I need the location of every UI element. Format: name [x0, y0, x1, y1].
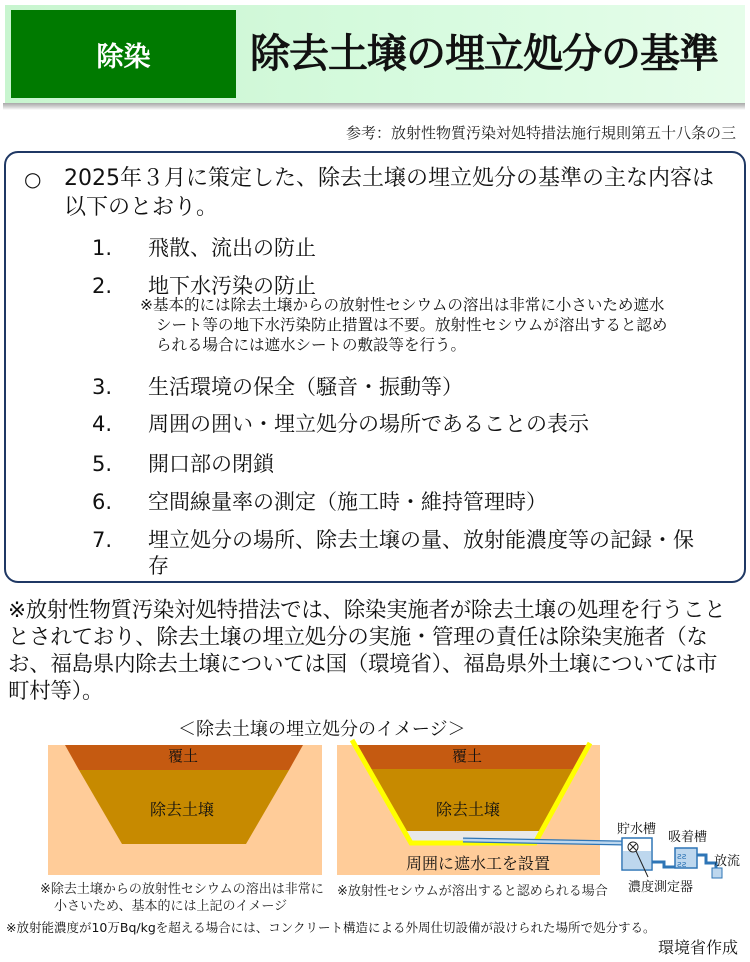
item-label: 生活環境の保全（騒音・振動等）: [148, 375, 463, 399]
list-item: [92, 408, 589, 438]
item-label: 埋立処分の場所、除去土壌の量、放射能濃度等の記録・保: [148, 528, 694, 552]
concentration-meter-label: 濃度測定器: [628, 880, 694, 895]
item-7-continuation: 存: [148, 554, 169, 578]
reference-note: 参考：放射性物質汚染対処特措法施行規則第五十八条の三: [345, 124, 736, 142]
item-number: 1.: [92, 236, 113, 260]
credit: 環境省作成: [657, 938, 738, 957]
concentration-note: ※放射能濃度が10万Bq/kgを超える場合には、コンクリート構造による外周仕切設備が設けられた場所で処分する。: [6, 920, 656, 935]
responsibility-note: ※放射性物質汚染対処特措法では、除染実施者が除去土壌の処理を行うこととされており、除去土壌の埋立処分の実施・管理の責任は除染実施者（なお、福島県内除去土壌については国（環境省）、福島県外土壌については市町村等）。: [8, 598, 726, 704]
item-label: 空間線量率の測定（施工時・維持管理時）: [148, 490, 547, 514]
adsorption-tank-label: 吸着槽: [668, 830, 708, 845]
discharge-label: 放流: [714, 854, 741, 869]
item-number: 7.: [92, 528, 113, 552]
left-caption: [40, 881, 324, 915]
item-number: 2.: [92, 274, 113, 298]
item-2-note: [140, 295, 730, 355]
barrier-label: 周囲に遮水工を設置: [406, 854, 551, 873]
diagram-title: ＜除去土壌の埋立処分のイメージ＞: [178, 719, 466, 740]
caption-line: 小さいため、基本的には上記のイメージ: [54, 899, 288, 914]
item-label: 開口部の閉鎖: [148, 452, 274, 476]
item-label: 飛散、流出の防止: [148, 236, 316, 260]
caption-line: ※除去土壌からの放射性セシウムの溶出は非常に: [40, 882, 324, 897]
list-item: [92, 371, 463, 401]
svg-text:ƨƨ: ƨƨ: [677, 852, 687, 862]
note-line: られる場合には遮水シートの敷設等を行う。: [156, 336, 467, 354]
item-label: 地下水汚染の防止: [148, 274, 316, 298]
right-caption: ※放射性セシウムが溶出すると認められる場合: [337, 884, 608, 899]
left-cover-soil-label: 覆土: [168, 747, 199, 765]
circle-bullet-icon: ○: [24, 167, 42, 191]
svg-text:ƨƨ: ƨƨ: [677, 860, 687, 870]
right-removed-soil-label: 除去土壌: [436, 800, 501, 819]
category-tag: 除染: [11, 10, 236, 98]
item-number: 5.: [92, 452, 113, 476]
note-line: ※基本的には除去土壌からの放射性セシウムの溶出は非常に小さいため遮水: [140, 296, 665, 314]
note-line: シート等の地下水汚染防止措置は不要。放射性セシウムが溶出すると認め: [156, 316, 668, 334]
landfill-diagram: [0, 735, 750, 895]
right-cover-soil-label: 覆土: [452, 747, 483, 765]
item-number: 4.: [92, 412, 113, 436]
page-title: 除去土壌の埋立処分の基準: [250, 31, 718, 77]
item-number: 6.: [92, 490, 113, 514]
list-item: [92, 448, 274, 478]
list-item: [92, 486, 547, 516]
item-label: 周囲の囲い・埋立処分の場所であることの表示: [148, 412, 589, 436]
water-tank-label: 貯水槽: [617, 822, 657, 837]
list-item: [92, 232, 316, 262]
item-number: 3.: [92, 375, 113, 399]
left-removed-soil-label: 除去土壌: [150, 800, 215, 819]
list-item: [92, 524, 694, 554]
header-shadow: [3, 103, 745, 110]
intro-text: 2025年３月に策定した、除去土壌の埋立処分の基準の主な内容は以下のとおり。: [64, 166, 714, 220]
